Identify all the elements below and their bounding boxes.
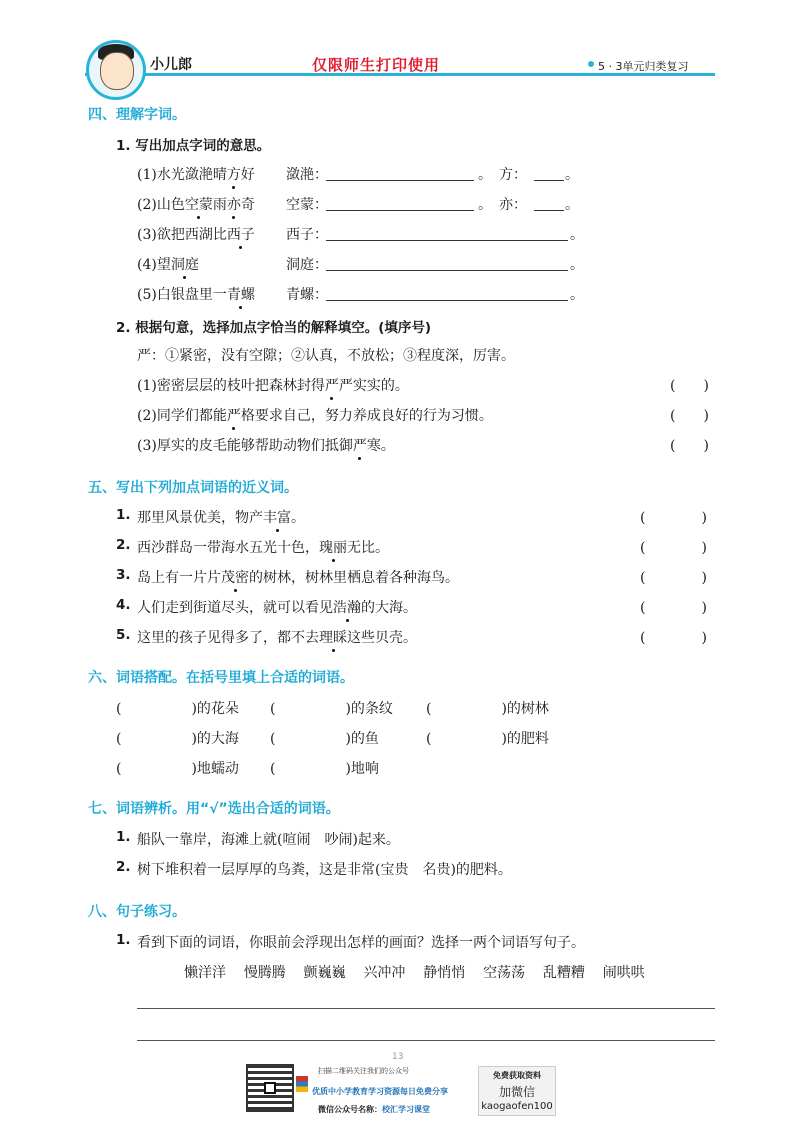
answer-paren[interactable]: ( ) — [640, 630, 707, 646]
s4-q2: 2. 根据句意，选择加点字恰当的解释填空。(填序号) — [116, 320, 432, 336]
s7-item-1[interactable]: 船队一靠岸，海滩上就(喧闹 吵闹)起来。 — [137, 832, 400, 848]
dotted-char: 方 — [227, 164, 241, 184]
s7-item-2[interactable]: 树下堆积着一层厚厚的鸟粪，这是非常(宝贵 名贵)的肥料。 — [137, 862, 512, 878]
slogan: 优质中小学教育学习资源每日免费分享 — [312, 1087, 448, 1096]
word: 空荡荡 — [483, 965, 526, 981]
brand-name: 小儿郎 — [150, 57, 192, 73]
answer-paren[interactable]: ( ) — [670, 378, 709, 394]
answer-line[interactable] — [326, 270, 568, 271]
s5-item-3: 岛上有一片片茂密的树林，树林里栖息着各种海鸟。 — [137, 567, 459, 587]
answer-label: 亦： — [499, 197, 527, 213]
answer-line[interactable] — [534, 210, 564, 211]
dotted-char: 青螺 — [227, 284, 255, 304]
answer-line[interactable] — [326, 180, 474, 181]
answer-label: 西子： — [286, 227, 328, 243]
logo-face-icon — [100, 52, 134, 90]
match-blank[interactable]: ( )的肥料 — [426, 731, 549, 747]
match-blank[interactable]: ( )的树林 — [426, 701, 549, 717]
answer-line[interactable] — [326, 300, 568, 301]
answer-line[interactable] — [326, 210, 474, 211]
answer-label: 潋滟： — [286, 167, 328, 183]
page-number: 13 — [392, 1052, 404, 1062]
q-number: 1. — [116, 138, 131, 154]
answer-paren[interactable]: ( ) — [670, 408, 709, 424]
dotted-char: 洞庭 — [171, 254, 199, 274]
s4-row-4: (4)望洞庭 — [137, 254, 199, 274]
match-blank[interactable]: ( )地响 — [270, 761, 379, 777]
print-notice: 仅限师生打印使用 — [312, 56, 441, 74]
word: 闹哄哄 — [602, 965, 645, 981]
q-text: 写出加点字词的意思。 — [135, 138, 271, 154]
word-list — [184, 962, 645, 982]
dotted-char: 亦 — [227, 194, 241, 214]
answer-paren[interactable]: ( ) — [640, 570, 707, 586]
writing-line[interactable] — [137, 1040, 715, 1041]
section-5-title: 五、写出下列加点词语的近义词。 — [88, 480, 298, 496]
dotted-char: 瑰丽 — [319, 537, 347, 557]
answer-label: 洞庭： — [286, 257, 328, 273]
brand-mark-icon — [296, 1076, 308, 1092]
bullet-icon — [588, 61, 594, 67]
s5-item-1: 那里风景优美，物产丰富。 — [137, 507, 305, 527]
dotted-char: 空蒙 — [185, 194, 213, 214]
s4-item-2: (2)同学们都能严格要求自己，努力养成良好的行为习惯。 — [137, 405, 493, 425]
dotted-char: 理睬 — [319, 627, 347, 647]
answer-label: 空蒙： — [286, 197, 328, 213]
dotted-char: 丰富 — [263, 507, 291, 527]
answer-line[interactable] — [534, 180, 564, 181]
word: 颤巍巍 — [303, 965, 346, 981]
answer-paren[interactable]: ( ) — [640, 540, 707, 556]
dotted-char: 严 — [353, 435, 367, 455]
word: 慢腾腾 — [243, 965, 286, 981]
answer-label: 青螺： — [286, 287, 328, 303]
answer-label: 方： — [499, 167, 527, 183]
unit-title: 5 · 3单元归类复习 — [598, 60, 689, 73]
word: 乱糟糟 — [542, 965, 585, 981]
account-line: 微信公众号名称：校汇学习课堂 — [318, 1105, 430, 1114]
section-8-title: 八、句子练习。 — [88, 904, 186, 920]
match-blank[interactable]: ( )的条纹 — [270, 701, 393, 717]
qr-center — [264, 1082, 276, 1094]
s5-item-4: 人们走到街道尽头，就可以看见浩瀚的大海。 — [137, 597, 417, 617]
section-6-title: 六、词语搭配。在括号里填上合适的词语。 — [88, 670, 354, 686]
scan-hint: 扫描二维码关注我们的公众号 — [318, 1067, 409, 1075]
dotted-char: 茂密 — [221, 567, 249, 587]
definition-line: 严：①紧密，没有空隙；②认真，不放松；③程度深，厉害。 — [137, 348, 515, 364]
s5-item-5: 这里的孩子见得多了，都不去理睬这些贝壳。 — [137, 627, 417, 647]
match-blank[interactable]: ( )的大海 — [116, 731, 239, 747]
match-blank[interactable]: ( )的花朵 — [116, 701, 239, 717]
word: 兴冲冲 — [363, 965, 406, 981]
dotted-char: 严 — [227, 405, 241, 425]
answer-paren[interactable]: ( ) — [670, 438, 709, 454]
s4-item-1: (1)密密层层的枝叶把森林封得严严实实的。 — [137, 375, 409, 395]
s5-item-2: 西沙群岛一带海水五光十色，瑰丽无比。 — [137, 537, 389, 557]
answer-line[interactable] — [326, 240, 568, 241]
wechat-box: 免费获取资料 加微信 kaogaofen100 — [478, 1066, 556, 1116]
s4-q1 — [116, 134, 270, 154]
section-7-title: 七、词语辨析。用“√”选出合适的词语。 — [88, 801, 340, 817]
answer-paren[interactable]: ( ) — [640, 600, 707, 616]
word: 静悄悄 — [423, 965, 466, 981]
s8-q1-text: 看到下面的词语，你眼前会浮现出怎样的画面？选择一两个词语写句子。 — [137, 935, 585, 951]
s4-row-5: (5)白银盘里一青螺 — [137, 284, 255, 304]
writing-line[interactable] — [137, 1008, 715, 1009]
section-4-title: 四、理解字词。 — [88, 107, 186, 123]
dotted-char: 浩瀚 — [333, 597, 361, 617]
dotted-char: 西子 — [227, 224, 255, 244]
s4-item-3: (3)厚实的皮毛能够帮助动物们抵御严寒。 — [137, 435, 395, 455]
s4-row-2: (2)山色空蒙雨亦奇 — [137, 194, 255, 214]
s4-row-3: (3)欲把西湖比西子 — [137, 224, 255, 244]
s4-row-1: (1)水光潋滟晴方好 — [137, 164, 255, 184]
word: 懒洋洋 — [184, 965, 226, 981]
answer-paren[interactable]: ( ) — [640, 510, 707, 526]
match-blank[interactable]: ( )地蠕动 — [116, 761, 239, 777]
dotted-char: 严 — [325, 375, 339, 395]
match-blank[interactable]: ( )的鱼 — [270, 731, 379, 747]
